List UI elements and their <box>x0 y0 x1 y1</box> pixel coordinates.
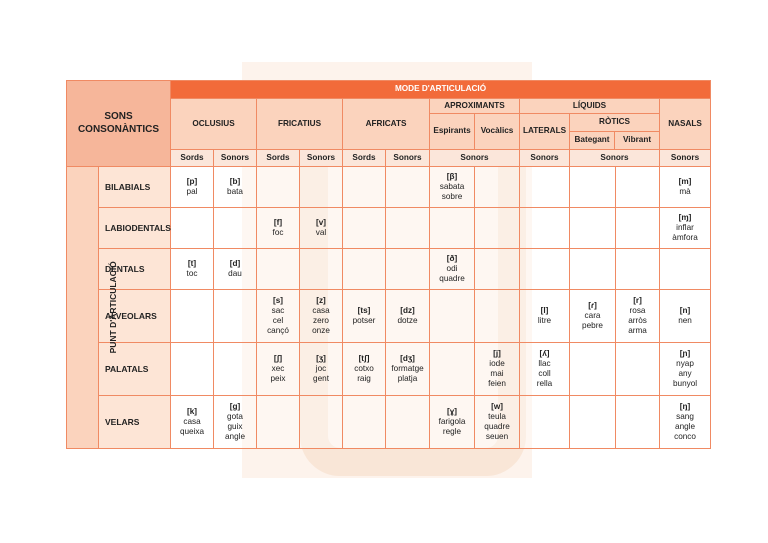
aproximants-sub <box>430 114 520 150</box>
phoneme-symbol: [j] <box>493 348 501 358</box>
phoneme-symbol: [tʃ] <box>358 353 370 363</box>
rotics-header: RÒTICS <box>570 114 659 132</box>
example-word: platja <box>397 374 418 384</box>
phoneme-cell <box>660 290 711 343</box>
example-word: queixa <box>179 427 205 437</box>
phoneme-cell <box>520 290 570 343</box>
phoneme-cell <box>616 290 660 343</box>
example-word: peix <box>270 374 286 384</box>
phoneme-cell <box>520 396 570 449</box>
phoneme-cell <box>386 343 430 396</box>
phoneme-cell <box>257 249 300 290</box>
vibrant-header: Vibrant <box>622 135 652 145</box>
phoneme-cell <box>214 343 257 396</box>
phoneme-cell <box>475 343 520 396</box>
example-word: rella <box>536 379 553 389</box>
phoneme-cell <box>520 249 570 290</box>
row-label: BILABIALS <box>99 167 171 208</box>
example-word: val <box>315 228 327 237</box>
phoneme-cell <box>570 249 616 290</box>
example-word: dau <box>228 269 242 278</box>
phoneme-symbol: [m] <box>678 176 692 186</box>
phoneme-symbol: [ɾ] <box>588 300 597 310</box>
table-row <box>67 396 711 449</box>
example-word: farigola <box>438 416 466 426</box>
nasals-header: NASALS <box>660 99 711 150</box>
phoneme-cell <box>214 396 257 449</box>
table-row <box>67 290 711 343</box>
row-label: PALATALS <box>99 343 171 396</box>
sonors-header: Sonors <box>570 150 660 167</box>
sords-header: Sords <box>257 150 300 167</box>
sords-header: Sords <box>343 150 386 167</box>
phoneme-cell <box>257 396 300 449</box>
example-word: rosa <box>629 305 646 315</box>
phoneme-cell <box>300 290 343 343</box>
example-word: zero <box>313 316 329 325</box>
phoneme-symbol: [ŋ] <box>679 401 691 411</box>
example-word: nen <box>678 316 692 325</box>
phoneme-cell <box>257 343 300 396</box>
sonors-header: Sonors <box>386 150 430 167</box>
example-word: inflar <box>676 222 694 232</box>
phoneme-cell <box>257 290 300 343</box>
laterals-header: LATERALS <box>520 114 570 150</box>
phoneme-cell <box>430 249 475 290</box>
consonant-table <box>66 80 711 449</box>
phoneme-cell <box>214 167 257 208</box>
phoneme-symbol: [b] <box>229 176 241 186</box>
oclusius-header: OCLUSIUS <box>171 99 257 150</box>
table-row <box>67 343 711 396</box>
example-word: sang <box>676 411 694 421</box>
example-word: quadre <box>484 422 510 431</box>
phoneme-symbol: [l] <box>540 305 549 315</box>
phoneme-symbol: [s] <box>273 295 284 305</box>
phoneme-cell <box>616 208 660 249</box>
row-label: VELARS <box>99 396 171 449</box>
example-word: conco <box>674 432 696 442</box>
example-word: arròs <box>628 316 647 325</box>
phoneme-symbol: [dz] <box>400 305 415 315</box>
phoneme-symbol: [ɣ] <box>447 406 458 416</box>
phoneme-symbol: [r] <box>633 295 642 305</box>
phoneme-cell <box>343 208 386 249</box>
liquids-header: LÍQUIDS <box>520 99 660 114</box>
phoneme-cell <box>430 343 475 396</box>
phoneme-cell <box>430 167 475 208</box>
example-word: seuen <box>485 432 509 442</box>
phoneme-cell <box>257 167 300 208</box>
phoneme-symbol: [ð] <box>446 253 458 263</box>
phoneme-cell <box>171 396 214 449</box>
phoneme-cell <box>386 249 430 290</box>
phoneme-symbol: [ɲ] <box>679 348 691 358</box>
sonors-header: Sonors <box>660 150 711 167</box>
phoneme-cell <box>430 208 475 249</box>
example-word: arma <box>628 326 647 336</box>
phoneme-cell <box>475 249 520 290</box>
example-word: mai <box>490 369 504 378</box>
phoneme-cell <box>171 343 214 396</box>
phoneme-cell <box>520 208 570 249</box>
example-word: cançó <box>267 326 289 336</box>
example-word: pal <box>186 187 198 196</box>
sonors-header: Sonors <box>300 150 343 167</box>
phoneme-cell <box>300 208 343 249</box>
phoneme-cell <box>616 249 660 290</box>
example-word: cotxo <box>354 363 374 373</box>
phoneme-cell <box>171 167 214 208</box>
example-word: xec <box>271 363 285 373</box>
example-word: gota <box>227 411 243 421</box>
corner-header: SONS CONSONÀNTICS <box>67 81 171 167</box>
phoneme-symbol: [w] <box>491 401 503 411</box>
example-word: sac <box>271 305 285 315</box>
punt-articulacio-header <box>67 167 118 449</box>
example-word: feien <box>488 379 506 389</box>
phoneme-cell <box>616 167 660 208</box>
example-word: sobre <box>441 192 463 202</box>
example-word: litre <box>537 316 552 325</box>
example-word: mà <box>679 187 691 196</box>
phoneme-cell <box>660 396 711 449</box>
sonors-header: Sonors <box>520 150 570 167</box>
phoneme-cell <box>343 167 386 208</box>
sords-header: Sords <box>171 150 214 167</box>
phoneme-cell <box>300 343 343 396</box>
phoneme-symbol: [f] <box>273 217 283 227</box>
example-word: toc <box>186 269 198 278</box>
example-word: casa <box>183 416 201 426</box>
example-word: onze <box>312 326 330 336</box>
phoneme-cell <box>214 290 257 343</box>
example-word: potser <box>352 316 376 325</box>
example-word: pebre <box>582 321 603 331</box>
phoneme-cell <box>343 396 386 449</box>
table-row <box>67 167 711 208</box>
table-row <box>67 208 711 249</box>
phoneme-cell <box>616 396 660 449</box>
phoneme-cell <box>214 208 257 249</box>
example-word: odi <box>446 263 458 273</box>
example-word: cara <box>584 310 601 320</box>
sonors-header: Sonors <box>214 150 257 167</box>
phoneme-cell <box>475 290 520 343</box>
example-word: quadre <box>439 274 465 284</box>
example-word: nyap <box>676 358 694 368</box>
mode-header: MODE D'ARTICULACIÓ <box>171 81 711 99</box>
fricatius-header: FRICATIUS <box>257 99 343 150</box>
example-word: llac <box>538 358 551 368</box>
phoneme-cell <box>570 343 616 396</box>
example-word: angle <box>675 422 696 431</box>
row-label: DENTALS <box>99 249 171 290</box>
phoneme-symbol: [d] <box>229 258 241 268</box>
example-word: guix <box>227 422 243 431</box>
phoneme-symbol: [ʎ] <box>539 348 550 358</box>
example-word: casa <box>312 305 330 315</box>
aproximants-header: APROXIMANTS <box>430 99 520 114</box>
phoneme-cell <box>300 396 343 449</box>
phoneme-cell <box>475 167 520 208</box>
example-word: raig <box>357 374 371 384</box>
phoneme-cell <box>660 167 711 208</box>
phoneme-symbol: [p] <box>186 176 198 186</box>
phoneme-symbol: [ts] <box>357 305 371 315</box>
phoneme-cell <box>386 208 430 249</box>
phoneme-cell <box>386 396 430 449</box>
vocalics-header: Vocàlics <box>480 126 514 136</box>
phoneme-cell <box>570 208 616 249</box>
phoneme-cell <box>386 167 430 208</box>
phoneme-symbol: [v] <box>316 217 327 227</box>
phoneme-cell <box>570 396 616 449</box>
example-word: sabata <box>439 181 465 191</box>
bategant-header: Bategant <box>570 132 615 149</box>
phoneme-symbol: [dʒ] <box>400 353 415 363</box>
example-word: bata <box>227 187 243 196</box>
phoneme-cell <box>660 249 711 290</box>
example-word: angle <box>224 432 246 442</box>
africats-header: AFRICATS <box>343 99 430 150</box>
example-word: dotze <box>397 316 418 325</box>
phoneme-cell <box>171 249 214 290</box>
phoneme-symbol: [n] <box>679 305 691 315</box>
table-row <box>67 249 711 290</box>
example-word: formatge <box>391 363 424 373</box>
phoneme-cell <box>660 208 711 249</box>
example-word: iode <box>489 358 505 368</box>
phoneme-symbol: [k] <box>187 406 198 416</box>
phoneme-symbol: [ɱ] <box>678 212 692 222</box>
row-label: LABIODENTALS <box>99 208 171 249</box>
phoneme-cell <box>386 290 430 343</box>
example-word: bunyol <box>672 379 698 389</box>
phoneme-symbol: [g] <box>229 401 241 411</box>
row-label: ALVEOLARS <box>99 290 171 343</box>
punt-articulacio-label: PUNT D'ARTICULACIÓ <box>107 261 118 354</box>
phoneme-cell <box>520 343 570 396</box>
phoneme-cell <box>343 290 386 343</box>
example-word: any <box>678 369 692 378</box>
phoneme-cell <box>171 290 214 343</box>
espirants-header: Espirants <box>430 114 475 149</box>
phoneme-cell <box>171 208 214 249</box>
phoneme-symbol: [z] <box>316 295 326 305</box>
example-word: regle <box>442 427 462 437</box>
example-word: gent <box>313 374 329 384</box>
phoneme-cell <box>214 249 257 290</box>
phoneme-cell <box>343 249 386 290</box>
example-word: cel <box>272 316 284 325</box>
phoneme-symbol: [ʃ] <box>273 353 283 363</box>
example-word: àmfora <box>672 233 698 243</box>
example-word: coll <box>538 369 551 378</box>
phoneme-cell <box>660 343 711 396</box>
phoneme-cell <box>430 396 475 449</box>
phoneme-symbol: [β] <box>446 171 458 181</box>
example-word: joc <box>315 363 327 373</box>
phoneme-cell <box>570 167 616 208</box>
phoneme-cell <box>257 208 300 249</box>
phoneme-cell <box>475 396 520 449</box>
sonors-header: Sonors <box>430 150 520 167</box>
phoneme-cell <box>300 167 343 208</box>
rotics-sub <box>570 114 660 150</box>
example-word: teula <box>488 411 506 421</box>
phoneme-cell <box>300 249 343 290</box>
phoneme-cell <box>570 290 616 343</box>
phoneme-cell <box>343 343 386 396</box>
phoneme-cell <box>520 167 570 208</box>
phoneme-symbol: [ʒ] <box>316 353 326 363</box>
phoneme-cell <box>430 290 475 343</box>
phoneme-symbol: [t] <box>187 258 197 268</box>
phoneme-cell <box>475 208 520 249</box>
example-word: foc <box>272 228 284 237</box>
phoneme-cell <box>616 343 660 396</box>
